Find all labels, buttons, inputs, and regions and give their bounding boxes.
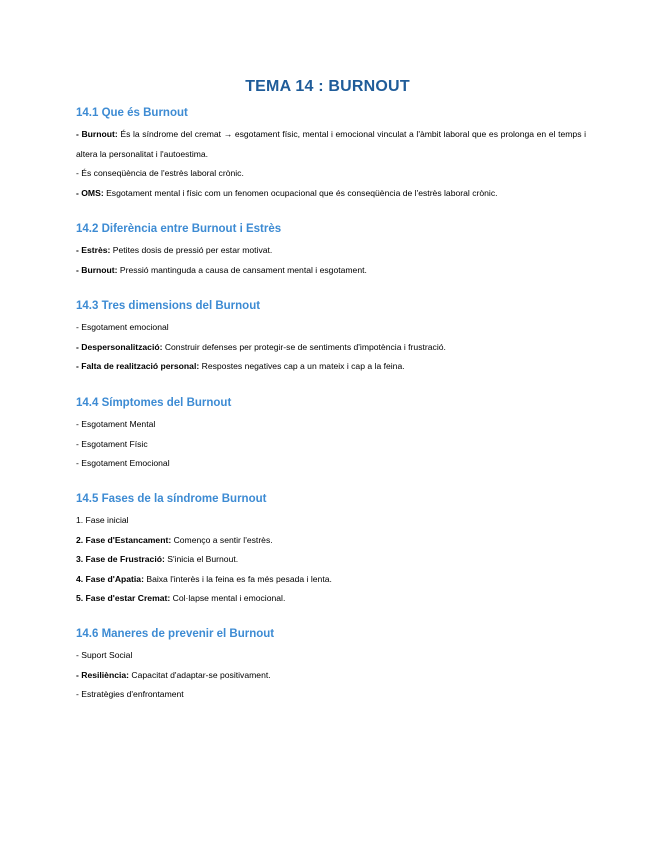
list-item: 3. Fase de Frustració: S'inicia el Burnout.: [76, 554, 239, 564]
list-item: - Burnout: És la síndrome del cremat → esgotament físic, mental i emocional vinculat a l'àmbit laboral que es prolonga en el temps i altera la personalitat i l'autoestima.: [76, 129, 587, 159]
list-item: - Esgotament Emocional: [76, 458, 170, 468]
section-heading: 14.5 Fases de la síndrome Burnout: [76, 493, 267, 505]
page-title: TEMA 14 : BURNOUT: [245, 78, 410, 95]
list-item: 1. Fase inicial: [76, 515, 129, 525]
section-heading: 14.4 Símptomes del Burnout: [76, 397, 232, 409]
section-fases: [76, 491, 586, 609]
list-item: - És conseqüència de l'estrès laboral crònic.: [76, 168, 244, 178]
section-heading: 14.6 Maneres de prevenir el Burnout: [76, 628, 275, 640]
list-item: - Estrès: Petites dosis de pressió per estar motivat.: [76, 245, 273, 255]
section-que-es-burnout: [76, 105, 586, 203]
section-heading: 14.1 Que és Burnout: [76, 107, 188, 119]
list-item: - Esgotament Mental: [76, 419, 156, 429]
list-item: - Falta de realització personal: Respostes negatives cap a un mateix i cap a la feina.: [76, 361, 405, 371]
list-item: - Despersonalització: Construir defenses per protegir-se de sentiments d'impotència i frustració.: [76, 341, 446, 352]
section-tres-dimensions: [76, 298, 586, 377]
section-simptomes: [76, 395, 586, 474]
section-heading: 14.3 Tres dimensions del Burnout: [76, 300, 261, 312]
list-item: 4. Fase d'Apatia: Baixa l'interès i la feina es fa més pesada i lenta.: [76, 573, 332, 584]
list-item: - Resiliència: Capacitat d'adaptar-se positivament.: [76, 669, 271, 680]
list-item: - OMS: Esgotament mental i físic com un fenomen ocupacional que és conseqüència de l'estrès laboral crònic.: [76, 187, 498, 198]
section-heading: 14.2 Diferència entre Burnout i Estrès: [76, 223, 282, 235]
section-prevenir: [76, 626, 586, 705]
list-item: - Suport Social: [76, 650, 133, 660]
section-diferencia-burnout-estres: [76, 221, 586, 280]
list-item: 5. Fase d'estar Cremat: Col·lapse mental i emocional.: [76, 593, 286, 603]
list-item: - Esgotament Físic: [76, 438, 148, 449]
list-item: 2. Fase d'Estancament: Començo a sentir l'estrès.: [76, 534, 273, 545]
list-item: - Estratègies d'enfrontament: [76, 689, 184, 699]
list-item: - Burnout: Pressió mantinguda a causa de cansament mental i esgotament.: [76, 264, 367, 275]
list-item: - Esgotament emocional: [76, 322, 169, 332]
